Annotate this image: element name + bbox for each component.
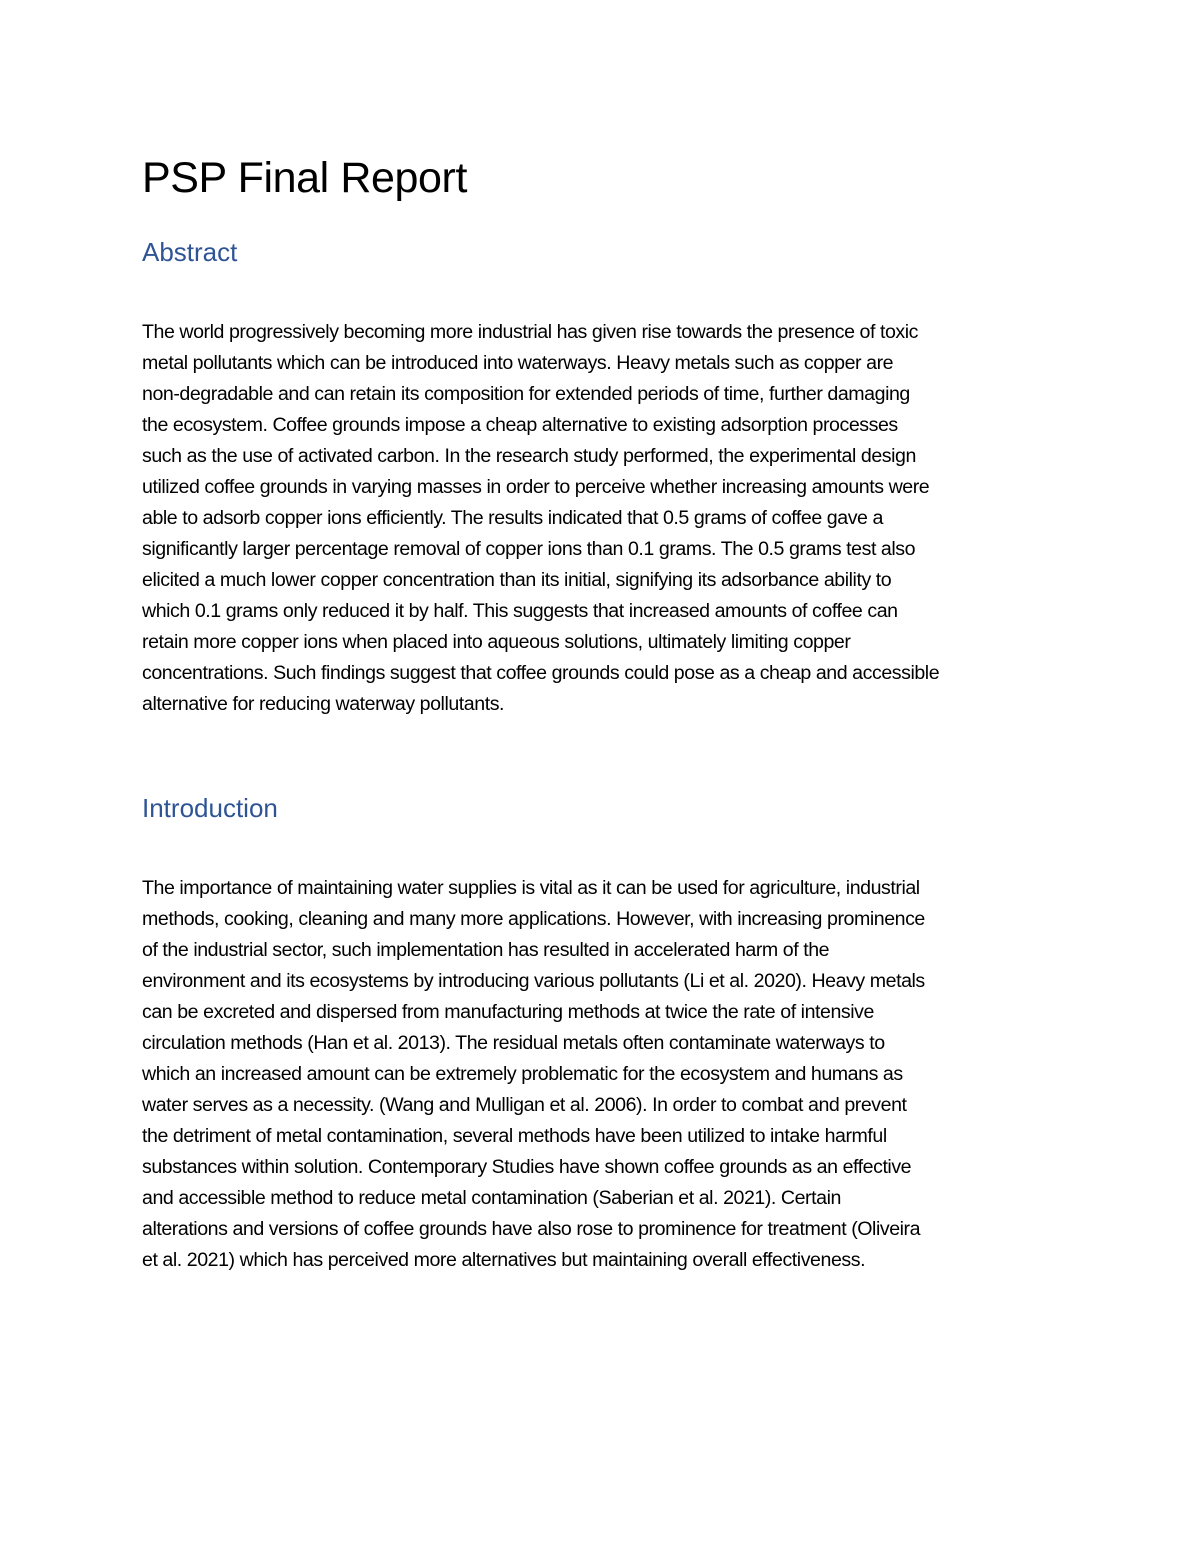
paragraph-line: elicited a much lower copper concentration than its initial, signifying its adsorbance ability to (142, 569, 892, 591)
paragraph-line: which an increased amount can be extremely problematic for the ecosystem and humans as (142, 1063, 903, 1085)
paragraph-line: such as the use of activated carbon. In the research study performed, the experimental design (142, 445, 916, 467)
paragraph-line: substances within solution. Contemporary Studies have shown coffee grounds as an effective (142, 1156, 912, 1178)
paragraph-line: and accessible method to reduce metal contamination (Saberian et al. 2021). Certain (142, 1187, 841, 1209)
paragraph-line: significantly larger percentage removal of copper ions than 0.1 grams. The 0.5 grams test also (142, 538, 916, 560)
abstract-paragraph (142, 317, 939, 720)
paragraph-line: concentrations. Such findings suggest that coffee grounds could pose as a cheap and accessible (142, 662, 940, 684)
paragraph-line: The world progressively becoming more industrial has given rise towards the presence of toxic (142, 321, 919, 343)
section-heading-abstract: Abstract (142, 237, 238, 267)
paragraph-line: alterations and versions of coffee grounds have also rose to prominence for treatment (Oliveira (142, 1218, 921, 1240)
paragraph-line: The importance of maintaining water supplies is vital as it can be used for agriculture, industrial (142, 877, 920, 899)
paragraph-line: methods, cooking, cleaning and many more applications. However, with increasing prominence (142, 908, 925, 930)
paragraph-line: which 0.1 grams only reduced it by half. This suggests that increased amounts of coffee can (142, 600, 898, 622)
paragraph-line: et al. 2021) which has perceived more alternatives but maintaining overall effectiveness. (142, 1249, 866, 1271)
paragraph-line: the ecosystem. Coffee grounds impose a cheap alternative to existing adsorption processes (142, 414, 898, 436)
paragraph-line: the detriment of metal contamination, several methods have been utilized to intake harmful (142, 1125, 887, 1147)
paragraph-line: environment and its ecosystems by introducing various pollutants (Li et al. 2020). Heavy metals (142, 970, 925, 992)
paragraph-line: water serves as a necessity. (Wang and Mulligan et al. 2006). In order to combat and prevent (142, 1094, 907, 1116)
document-title: PSP Final Report (142, 154, 468, 202)
paragraph-line: able to adsorb copper ions efficiently. The results indicated that 0.5 grams of coffee gave a (142, 507, 883, 529)
paragraph-line: retain more copper ions when placed into aqueous solutions, ultimately limiting copper (142, 631, 851, 653)
paragraph-line: non-degradable and can retain its composition for extended periods of time, further damaging (142, 383, 910, 405)
paragraph-line: alternative for reducing waterway pollutants. (142, 693, 505, 715)
section-heading-introduction: Introduction (142, 793, 278, 823)
paragraph-line: circulation methods (Han et al. 2013). The residual metals often contaminate waterways to (142, 1032, 885, 1054)
paragraph-line: can be excreted and dispersed from manufacturing methods at twice the rate of intensive (142, 1001, 874, 1023)
paragraph-line: metal pollutants which can be introduced into waterways. Heavy metals such as copper are (142, 352, 894, 374)
paragraph-line: utilized coffee grounds in varying masses in order to perceive whether increasing amounts were (142, 476, 930, 498)
introduction-paragraph (142, 873, 925, 1276)
paragraph-line: of the industrial sector, such implementation has resulted in accelerated harm of the (142, 939, 830, 961)
